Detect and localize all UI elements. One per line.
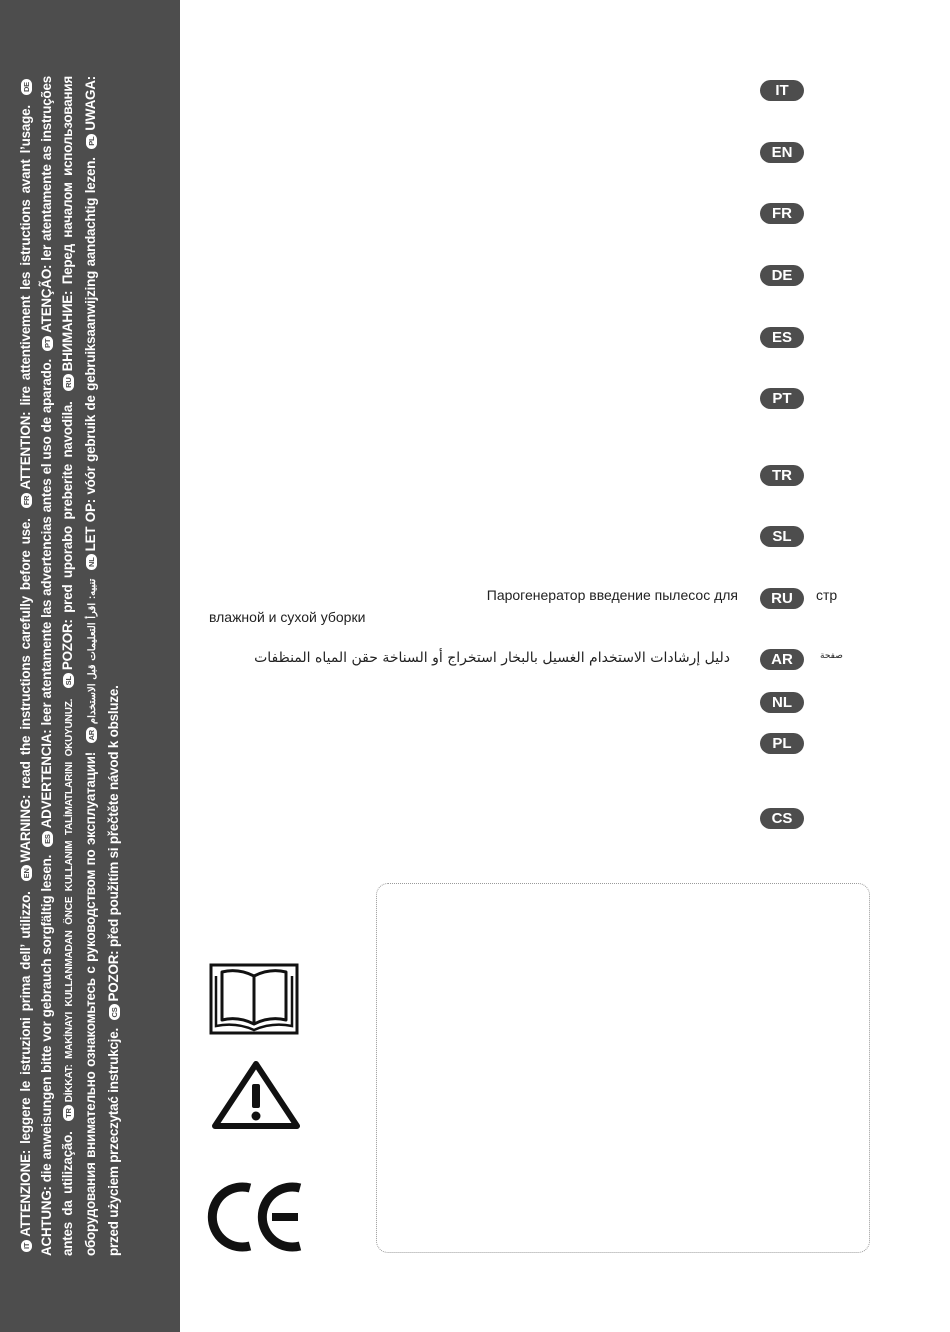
- warning-sidebar: [0, 0, 180, 1332]
- lang-badge-de: DE: [760, 265, 804, 286]
- warning-es: ADVERTENCIA: leer atentamente las advertencias antes el uso de aparado.: [39, 358, 54, 829]
- warning-it: ATTENZIONE: leggere le istruzioni prima dell’ utilizzo.: [18, 891, 33, 1237]
- warning-tr: DİKKAT: MAKİNAYI KULLANMADAN ÖNCE KULLANIM TALİMATLARINI OKUYUNUZ.: [64, 698, 75, 1103]
- lang-code-sl: SL: [63, 673, 74, 688]
- warning-text-block: [15, 76, 165, 1256]
- lang-code-fr: FR: [21, 493, 32, 509]
- ru-title-line1: Парогенератор введение пылесос для: [486, 587, 738, 603]
- lang-badge-fr: FR: [760, 203, 804, 224]
- warning-en: WARNING: read the instructions carefully before use.: [18, 518, 33, 863]
- warning-pl: UWAGA: przed użyciem przeczytać instrukcje.: [83, 76, 121, 1256]
- lang-badge-sl: SL: [760, 526, 804, 547]
- warning-fr: ATTENTION: lire attentivement les istructions avant l’usage.: [18, 105, 33, 490]
- lang-badge-tr: TR: [760, 465, 804, 486]
- ar-title: دليل إرشادات الاستخدام الغسيل بالبخار استخراج أو السناخة حقن المياه المنظفات: [254, 650, 730, 666]
- lang-code-es: ES: [42, 831, 53, 847]
- lang-code-pt: PT: [42, 336, 53, 351]
- warning-de: ACHTUNG: die anweisungen bitte vor gebrauch sorgfältig lesen.: [39, 854, 54, 1256]
- warning-ar: تنبيه: اقرأ التعليمات قبل الاستخدام: [87, 578, 98, 725]
- warning-triangle-icon: [210, 1058, 302, 1130]
- warning-cs: POZOR: před použitím si přečtěte návod k obsluze.: [106, 685, 121, 1002]
- lang-code-tr: TR: [63, 1105, 74, 1121]
- lang-badge-ru: RU: [760, 588, 804, 609]
- ar-page-label: صفحة: [820, 651, 843, 661]
- lang-badge-ar: AR: [760, 649, 804, 670]
- ru-title-line2: влажной и сухой уборки: [209, 609, 366, 625]
- lang-badge-pt: PT: [760, 388, 804, 409]
- lang-code-cs: CS: [109, 1004, 120, 1020]
- lang-badge-es: ES: [760, 327, 804, 348]
- ru-page-label: стр: [816, 587, 838, 603]
- warning-pt: ATENÇÃO: ler atentamente as instruções antes da utilização.: [39, 76, 75, 1256]
- lang-code-pl: PL: [86, 134, 97, 149]
- lang-badge-cs: CS: [760, 808, 804, 829]
- lang-badge-en: EN: [760, 142, 804, 163]
- label-box: [376, 883, 870, 1253]
- warning-ru: ВНИМАНИЕ: Перед началом использования оборудования внимательно ознакомьтесь с руководством по эксплуатации!: [60, 75, 98, 1256]
- lang-badge-pl: PL: [760, 733, 804, 754]
- lang-code-it: IT: [21, 1240, 32, 1252]
- warning-sl: POZOR: pred uporabo preberite navodila.: [60, 401, 75, 671]
- open-book-icon: [208, 962, 300, 1036]
- ce-mark-icon: [206, 1180, 306, 1254]
- lang-code-ar: AR: [86, 727, 97, 743]
- lang-badge-it: IT: [760, 80, 804, 101]
- lang-code-de: DE: [21, 79, 32, 95]
- warning-nl: LET OP: vóór gebruik de gebruiksaanwijzing aandachtig lezen.: [83, 157, 98, 552]
- lang-badge-nl: NL: [760, 692, 804, 713]
- lang-code-ru: RU: [63, 374, 74, 390]
- lang-code-en: EN: [21, 865, 32, 881]
- lang-code-nl: NL: [86, 554, 97, 570]
